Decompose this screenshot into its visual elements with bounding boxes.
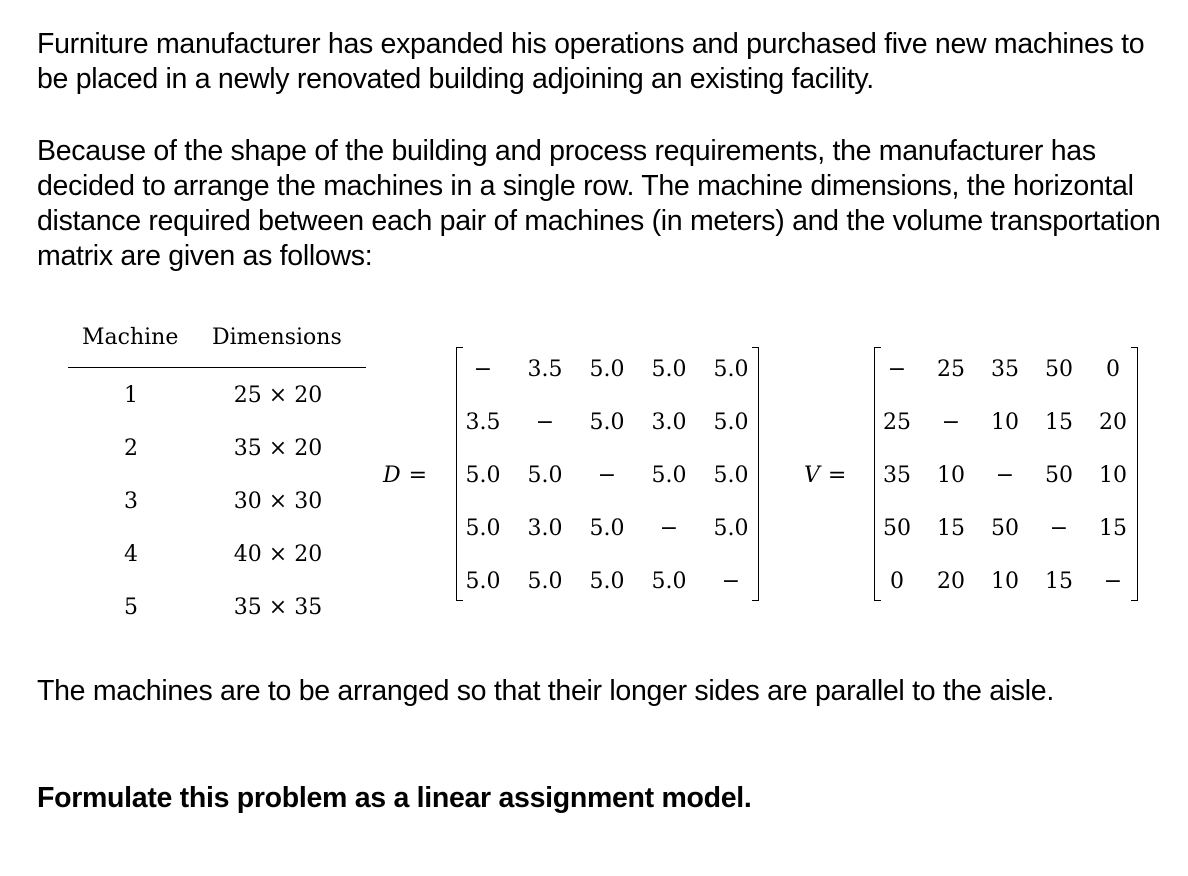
volume-matrix-equals: = xyxy=(827,463,847,488)
distance-matrix-symbol: D xyxy=(383,463,401,488)
table-header-machine: Machine xyxy=(82,325,179,350)
distance-matrix-cell: − xyxy=(535,410,555,435)
distance-matrix-cell: − xyxy=(659,516,679,541)
volume-matrix-cell: − xyxy=(941,410,961,435)
distance-matrix-cell: 5.0 xyxy=(651,569,687,594)
volume-matrix-cell: 50 xyxy=(991,516,1019,541)
machine-dimensions: 35 × 35 xyxy=(233,595,323,620)
intro-paragraph: Furniture manufacturer has expanded his operations and purchased five new machines to be placed in a newly renovated building adjoining an existing facility. xyxy=(37,28,1145,95)
distance-matrix-cell: 5.0 xyxy=(713,410,749,435)
machine-dimensions: 25 × 20 xyxy=(233,383,323,408)
volume-matrix-cell: 10 xyxy=(991,410,1019,435)
distance-matrix-cell: 5.0 xyxy=(465,516,501,541)
volume-matrix-cell: 15 xyxy=(1045,569,1073,594)
volume-matrix-cell: 15 xyxy=(1099,516,1127,541)
machine-number: 5 xyxy=(124,595,138,620)
machine-number: 2 xyxy=(124,436,138,461)
machine-dimensions: 35 × 20 xyxy=(233,436,323,461)
distance-matrix-cell: 5.0 xyxy=(527,569,563,594)
volume-matrix-cell: 15 xyxy=(1045,410,1073,435)
distance-matrix-cell: 5.0 xyxy=(651,357,687,382)
machine-number: 4 xyxy=(124,542,138,567)
volume-matrix-cell: 50 xyxy=(1045,463,1073,488)
distance-matrix-cell: 5.0 xyxy=(589,410,625,435)
distance-matrix-cell: 5.0 xyxy=(465,569,501,594)
machine-number: 3 xyxy=(124,489,138,514)
table-header-rule xyxy=(68,367,366,368)
volume-matrix-cell: 25 xyxy=(937,357,965,382)
volume-matrix-label xyxy=(804,463,846,488)
volume-matrix-cell: 15 xyxy=(937,516,965,541)
volume-matrix-cell: 25 xyxy=(883,410,911,435)
distance-matrix-cell: 3.5 xyxy=(527,357,563,382)
task-paragraph: Formulate this problem as a linear assignment model. xyxy=(37,782,752,814)
distance-matrix-cell: 5.0 xyxy=(651,463,687,488)
volume-matrix-cell: 50 xyxy=(883,516,911,541)
distance-matrix-cell: − xyxy=(597,463,617,488)
table-header-dimensions: Dimensions xyxy=(212,325,342,350)
distance-matrix-cell: 5.0 xyxy=(589,516,625,541)
distance-matrix-cell: − xyxy=(473,357,493,382)
distance-matrix-cell: 5.0 xyxy=(527,463,563,488)
volume-matrix-cell: 10 xyxy=(991,569,1019,594)
volume-matrix-cell: − xyxy=(887,357,907,382)
distance-matrix-cell: 5.0 xyxy=(465,463,501,488)
volume-matrix-cell: − xyxy=(1049,516,1069,541)
distance-matrix-cell: 3.0 xyxy=(527,516,563,541)
distance-matrix-cell: 3.0 xyxy=(651,410,687,435)
distance-matrix-equals: = xyxy=(408,463,428,488)
volume-matrix-cell: − xyxy=(995,463,1015,488)
volume-matrix-cell: 0 xyxy=(890,569,904,594)
distance-matrix-label xyxy=(383,463,427,488)
volume-matrix-cell: 20 xyxy=(1099,410,1127,435)
machine-number: 1 xyxy=(124,383,138,408)
volume-matrix-cell: 35 xyxy=(991,357,1019,382)
volume-matrix-cell: 20 xyxy=(937,569,965,594)
volume-matrix-cell: − xyxy=(1103,569,1123,594)
distance-matrix-cell: 3.5 xyxy=(465,410,501,435)
volume-matrix-cell: 0 xyxy=(1106,357,1120,382)
distance-matrix-cell: − xyxy=(721,569,741,594)
distance-matrix-cell: 5.0 xyxy=(589,569,625,594)
volume-matrix-cell: 35 xyxy=(883,463,911,488)
volume-matrix-cell: 50 xyxy=(1045,357,1073,382)
machine-dimensions-table xyxy=(68,325,368,625)
volume-matrix-symbol: V xyxy=(804,463,820,488)
distance-matrix-cell: 5.0 xyxy=(589,357,625,382)
machine-dimensions: 40 × 20 xyxy=(233,542,323,567)
context-paragraph: Because of the shape of the building and process requirements, the manufacturer has decided to arrange the machines in a single row. The machine dimensions, the horizontal distance required between each pair of machines (in meters) and the volume transportation matrix are given as follows: xyxy=(37,135,1161,272)
distance-matrix-cell: 5.0 xyxy=(713,357,749,382)
distance-matrix-cell: 5.0 xyxy=(713,516,749,541)
orientation-paragraph: The machines are to be arranged so that their longer sides are parallel to the aisle. xyxy=(37,675,1054,707)
machine-dimensions: 30 × 30 xyxy=(233,489,323,514)
volume-matrix-cell: 10 xyxy=(1099,463,1127,488)
distance-matrix-cell: 5.0 xyxy=(713,463,749,488)
volume-matrix-cell: 10 xyxy=(937,463,965,488)
